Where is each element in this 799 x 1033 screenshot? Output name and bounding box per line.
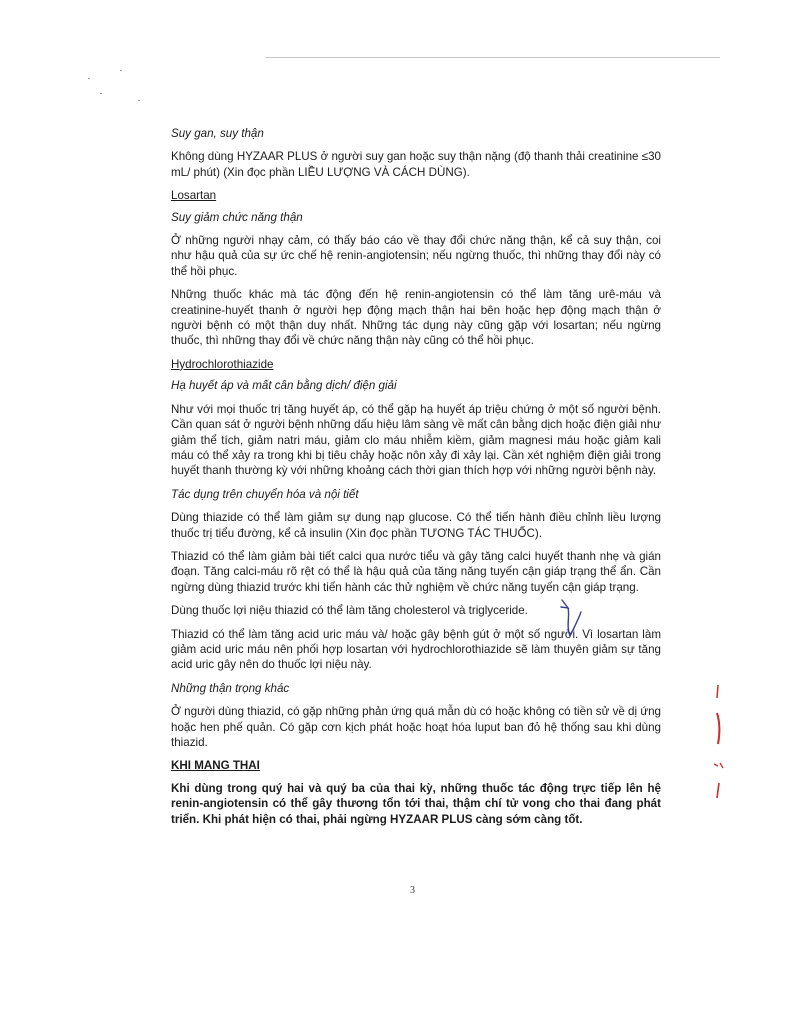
red-scan-mark bbox=[712, 712, 724, 746]
paragraph-renal-2: Những thuốc khác mà tác động đến hệ renin-angiotensin có thể làm tăng urê-máu và creatinine-huyết thanh ở người hẹp động mạch thận hai bên hoặc hẹp động mạch thận ở người bệnh có một thận duy nhất. Những tác dụng này cũng gặp với losartan; nếu ngừng thuốc, thì những thay đổi về chức năng thận này cũng có thể hồi phục. bbox=[171, 288, 661, 348]
red-scan-mark bbox=[712, 684, 724, 700]
document-body bbox=[171, 126, 661, 827]
section-heading-pregnancy: KHI MANG THAI bbox=[171, 759, 260, 773]
scan-speck bbox=[138, 100, 140, 101]
page-number: 3 bbox=[410, 885, 415, 896]
scan-speck bbox=[88, 78, 90, 79]
paragraph-metabolic-3: Dùng thuốc lợi niệu thiazid có thể làm tăng cholesterol và triglyceride. bbox=[171, 604, 528, 618]
section-heading-hctz: Hydrochlorothiazide bbox=[171, 357, 274, 371]
paragraph-hypotension: Như với mọi thuốc trị tăng huyết áp, có thể gặp hạ huyết áp triệu chứng ở một số người bệnh. Cần quan sát ở người bệnh những dấu hiệu lâm sàng về mất cân bằng dịch hoặc điện giải như giảm thể tích, giảm natri máu, giảm clo máu nhiễm kiềm, giảm magnesi máu hoặc giảm kali máu có thể xảy ra trong khi bị tiêu chảy hoặc nôn xảy đi xảy lại. Cần xét nghiệm điện giải trong huyết thanh thường kỳ với những khoảng cách thời gian thích hợp với những người bệnh này. bbox=[171, 402, 661, 478]
handwritten-check-mark bbox=[556, 598, 584, 640]
paragraph-precautions: Ở người dùng thiazid, có gặp những phản ứng quá mẫn dù có hoặc không có tiền sử về dị ứng hoặc hen phế quản. Có gặp cơn kịch phát hoặc hoạt hóa luput ban đỏ hệ thống sau khi dùng thiazid. bbox=[171, 705, 661, 749]
scan-top-rule bbox=[265, 57, 720, 58]
paragraph-metabolic-4: Thiazid có thể làm tăng acid uric máu và/ hoặc gây bệnh gút ở một số người. Vì losartan làm giảm acid uric máu nên phối hợp losartan với hydrochlorothiazide sẽ làm thuyên giảm sự tăng acid uric gây nên do thuốc lợi niệu này. bbox=[171, 627, 661, 672]
paragraph-metabolic-2: Thiazid có thể làm giảm bài tiết calci qua nước tiểu và gây tăng calci huyết thanh nhẹ và gián đoạn. Tăng calci-máu rõ rệt có thể là hậu quả của tăng năng tuyến cận giáp trạng thể ẩn. Cần ngừng dùng thiazid trước khi tiến hành các thử nghiệm về chức năng tuyến cận giáp trạng. bbox=[171, 549, 661, 594]
scan-speck bbox=[120, 70, 122, 71]
paragraph-metabolic-1: Dùng thiazide có thể làm giảm sự dung nạp glucose. Có thể tiến hành điều chỉnh liều lượng thuốc trị tiểu đường, kể cả insulin (Xin đọc phần TƯƠNG TÁC THUỐC). bbox=[171, 511, 661, 540]
section-heading-losartan: Losartan bbox=[171, 189, 217, 203]
scan-speck bbox=[100, 93, 102, 94]
section-heading-precautions: Những thận trọng khác bbox=[171, 681, 290, 695]
section-heading-metabolic: Tác dụng trên chuyển hóa và nội tiết bbox=[171, 487, 359, 501]
paragraph-hepatic: Không dùng HYZAAR PLUS ở người suy gan hoặc suy thận nặng (độ thanh thải creatinine ≤30 mL/ phút) (Xin đọc phần LIỀU LƯỢNG VÀ CÁCH DÙNG). bbox=[171, 150, 661, 179]
section-heading-renal: Suy giảm chức năng thận bbox=[171, 210, 303, 224]
paragraph-pregnancy: Khi dùng trong quý hai và quý ba của thai kỳ, những thuốc tác động trực tiếp lên hệ renin-angiotensin có thể gây thương tổn tới thai, thậm chí tử vong cho thai đang phát triển. Khi phát hiện có thai, phải ngừng HYZAAR PLUS càng sớm càng tốt. bbox=[171, 781, 661, 826]
section-heading-hepatic: Suy gan, suy thận bbox=[171, 127, 264, 140]
paragraph-renal-1: Ở những người nhạy cảm, có thấy báo cáo về thay đổi chức năng thận, kể cả suy thận, coi như hậu quả của sự ức chế hệ renin-angiotensin; nếu ngừng thuốc, thì những thay đổi này có thể hồi phục. bbox=[171, 234, 661, 278]
section-heading-hypotension: Hạ huyết áp và mất cân bằng dịch/ điện giải bbox=[171, 379, 397, 393]
red-scan-mark bbox=[712, 782, 724, 800]
red-scan-mark bbox=[712, 760, 726, 772]
